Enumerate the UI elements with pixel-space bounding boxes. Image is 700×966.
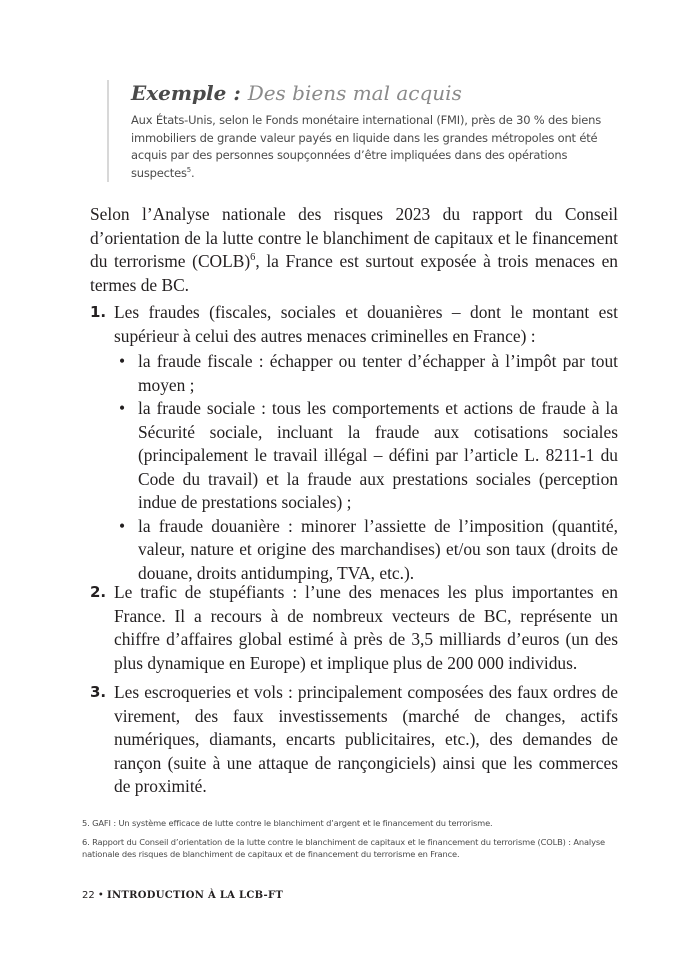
bullet-item-fraude-fiscale bbox=[114, 350, 618, 397]
intro-text-end: , la France est surtout exposée à trois menaces en termes de BC. bbox=[90, 251, 618, 295]
example-subtitle: Des biens mal acquis bbox=[247, 81, 462, 105]
bullet-text: la fraude fiscale : échapper ou tenter d’échapper à l’impôt par tout moyen ; bbox=[138, 351, 618, 395]
footnote-ref-6[interactable]: 6 bbox=[250, 252, 256, 264]
item-text: Le trafic de stupéfiants : l’une des menaces les plus importantes en France. Il a recours à de nombreux vecteurs de BC, représente un chiffre d’affaires global estimé à près de 3,5 milliards d’euros (un des plus dynamique en Europe) et implique plus de 200 000 individus. bbox=[114, 582, 618, 673]
bullet-icon: • bbox=[119, 398, 126, 418]
example-title bbox=[131, 80, 631, 106]
item-number: 1. bbox=[90, 303, 107, 321]
bullet-text: la fraude douanière : minorer l’assiette de l’imposition (quantité, valeur, nature et origine des marchandises) et/ou son taux (droits de douane, droits antidumping, TVA, etc.). bbox=[138, 515, 618, 583]
footnote-6: 6. Rapport du Conseil d’orientation de la lutte contre le blanchiment de capitaux et le financement du terrorisme (COLB) : Analyse nationale des risques de blanchiment de capitaux et de financement du terrorisme en France. bbox=[82, 837, 605, 859]
page-footer bbox=[82, 890, 283, 901]
numbered-item-2 bbox=[90, 581, 618, 675]
item-number: 2. bbox=[90, 583, 107, 601]
example-callout bbox=[107, 80, 631, 182]
item-text: Les escroqueries et vols : principalement composées des faux ordres de virement, des faux investissements (marché de changes, actifs numériques, diamants, encarts publicitaires, etc.), des demandes de rançon (suite à une attaque de rançongiciels) ainsi que les commerces de proximité. bbox=[114, 682, 618, 796]
item-text: Les fraudes (fiscales, sociales et douanières – dont le montant est supérieur à celui des autres menaces criminelles en France) : bbox=[114, 302, 618, 346]
page-number: 22 bbox=[82, 890, 95, 901]
example-body: Aux États-Unis, selon le Fonds monétaire international (FMI), près de 30 % des biens immobiliers de grande valeur payés en liquide dans les grandes métropoles ont été acquis par des personnes soupçonnées d’être impliquées dans des opérations suspectes bbox=[131, 113, 602, 180]
bullet-item-fraude-douaniere bbox=[114, 515, 618, 586]
numbered-item-1 bbox=[90, 301, 618, 585]
bullet-list bbox=[114, 350, 618, 585]
bullet-icon: • bbox=[119, 351, 126, 371]
footer-separator: • bbox=[94, 890, 107, 901]
example-label: Exemple : bbox=[131, 81, 241, 105]
numbered-item-3 bbox=[90, 681, 618, 799]
bullet-item-fraude-sociale bbox=[114, 397, 618, 515]
bullet-icon: • bbox=[119, 515, 126, 536]
example-text bbox=[131, 112, 631, 182]
example-end: . bbox=[190, 165, 195, 180]
item-number: 3. bbox=[90, 683, 107, 701]
footnote-ref-5[interactable]: 5 bbox=[186, 165, 191, 174]
running-title: INTRODUCTION À LA LCB-FT bbox=[107, 890, 284, 901]
bullet-text: la fraude sociale : tous les comportements et actions de fraude à la Sécurité sociale, incluant la fraude aux cotisations sociales (principalement le travail illégal – défini par l’article L. 8211-1 du Code du travail) et la fraude aux prestations sociales (perception indue de prestations sociales) ; bbox=[138, 398, 618, 512]
intro-paragraph bbox=[90, 203, 618, 297]
intro-text: Selon l’Analyse nationale des risques 2023 du rapport du Conseil d’orientation de la lutte contre le blanchiment de capitaux et le financement du terrorisme (COLB) bbox=[90, 204, 618, 271]
footnote-5: 5. GAFI : Un système efficace de lutte contre le blanchiment d’argent et le financement du terrorisme. bbox=[82, 818, 493, 828]
footnotes bbox=[82, 817, 622, 867]
